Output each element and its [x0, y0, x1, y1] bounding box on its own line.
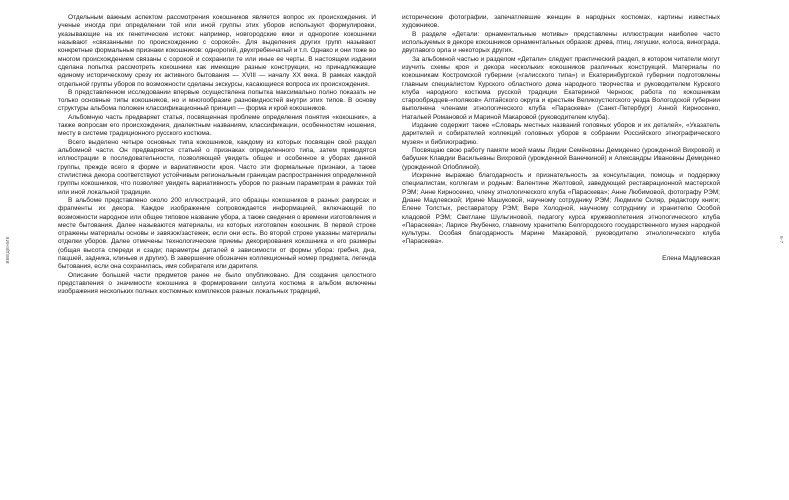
paragraph: Посвящаю свою работу памяти моей мамы Лидии Семёновны Демиденко (урожденной Вихровой) и бабушек Клавдии Васильевны Вихровой (урожденной Ванечкиной) и Александры Ивановны Демиденко (урожденной Огloблиной).: [402, 147, 720, 171]
paragraph: Искренне выражаю благодарность и признательность за консультации, помощь и поддержку специалистам, коллегам и родным: Валентине Желтовой, заведующей реставрационной мастерской РЭМ; Анне Кирносенко, члену этнологического клуба «Параскева»; Анне Любимовой, фотографу РЭМ; Диане Мадлевской; Ирине Машуковой, научному сотруднику РЭМ; Людмиле Скляр, редактору книги; Елене Толстых, реставратору РЭМ; Вере Холодной, научному сотруднику и хранителю Особой кладовой РЭМ; Светлане Шульгиновой, педагогу курса кружевоплетения этнологического клуба «Параскева»; Ларисе Якубенко, главному хранителю Белгородского государственного музея народной культуры. Особая благодарность Марине Макаровой, руководителю этнологического клуба «Параскева».: [402, 171, 720, 246]
paragraph: Отдельным важным аспектом рассмотрения кокошников является вопрос их происхождения. И ученые иногда при определении той или иной группы этих уборов используют формулировки, указывающие на их генетические истоки: например, новгородские кики и однорогие кокошники называют «связанными по происхождению с сорокой». Для выделения других групп называют конкретные формальные признаки кокошников: однорогий, двухгребенчатый и т.п. Однако и они тоже во многом происхождением связаны с сорокой и сохранили те или иные ее черты. В настоящем издании сделана попытка рассмотреть кокошники как имеющие разные конструкции, но принадлежащие единому историческому срезу их активного бытования — XVIII — началу XX века. В рамках каждой отдельной группы уборов по возможности сделаны экскурсы, касающиеся вопроса их происхождения.: [58, 14, 376, 88]
right-text-column: [402, 14, 720, 263]
paragraph: За альбомной частью и разделом «Детали» следует практический раздел, в котором читатели могут изучить схемы кроя и декора нескольких кокошников различных конструкций. Материалы по кокошникам Костромской губернии («галисского типа») и Екатеринбургской губернии подготовлены главным специалистом Курского областного дома народного творчества и руководителем Курского клуба народного костюма русской традиции Екатериной Черноок; работа по кокошникам старообрядцев-«поляков» Алтайского округа и крестьян Великоустюгского уезда Вологодской губернии выполнена членами этнологического клуба «Параскева» (Санкт-Петербург) Анной Кирносенко, Натальей Романовой и Мариной Макаровой (руководителем клуба).: [402, 55, 720, 121]
paragraph: В разделе «Детали: орнаментальные мотивы» представлены иллюстрации наиболее часто используемых в декоре кокошников орнаментальных образов: древа, птиц, лягушки, колоса, винограда, двуглавого орла и некоторых других.: [402, 30, 720, 55]
paragraph: исторические фотографии, запечатлевшие женщин в народных костюмах, картины известных художников.: [402, 14, 720, 30]
page-numbers: 6-7: [779, 236, 784, 244]
author-signature: Елена Мадлевская: [662, 254, 720, 262]
running-head-left: ВВЕДЕНИЕ: [5, 236, 10, 264]
paragraph: Всего выделено четыре основных типа кокошников, каждому из которых посвящен свой раздел альбомной части. Он предваряется статьей о признаках определенного типа, затем приводятся иллюстрации в последовательности, позволяющей увидеть общее и особенное в уборах данной группы, прежде всего в форме и вариативности кроя. Часто эти формальные признаки, а также стилистика декора соответствуют устойчивым региональным границам распространения определенной группы кокошников, что позволяет увидеть вариативность уборов по разным параметрам в рамках той или иной локальной традиции.: [58, 138, 376, 196]
paragraph: Издание содержит также «Словарь местных названий головных уборов и их деталей», «Указатель дарителей и собирателей коллекций головных уборов в собрании Российского этнографического музея» и библиографию.: [402, 122, 720, 146]
left-text-column: [58, 14, 376, 297]
paragraph: В представленном исследовании впервые осуществлена попытка максимально полно показать не только основные типы кокошников, но и многообразие разновидностей внутри этих типов. В основу структуры альбома положен классификационный принцип — форма и крой кокошников.: [58, 88, 376, 113]
paragraph: Альбомную часть предваряет статья, посвященная проблеме определения понятия «кокошник», а также вопросам его происхождения, диалектным названиям, классификации, особенностям ношения, месту в системе традиционного русского костюма.: [58, 113, 376, 138]
paragraph: Описание большей части предметов ранее не было опубликовано. Для создания целостного представления о значимости кокошника в формировании силуэта костюма в альбом включены изображения нескольких полных костюмных комплексов разных локальных традиций,: [58, 271, 376, 296]
paragraph: В альбоме представлено около 200 иллюстраций, это образцы кокошников в разных ракурсах и фрагменты их декора. Каждое изображение сопровождается информацией, включающей по возможности народное или общее типовое название убора, а также сведения о времени изготовления и месте бытования. Далее называются материалы, из которых изготовлен кокошник. В первой строке отражены материалы основы и завязок/застежек, если они есть. Во второй строке указаны материалы отделки уборов. Далее отмечены технологические приемы декорирования кокошника и его размеры (общая высота спереди и сзади; параметры деталей в зависимости от формы убора: гребня, дна, пацшей, задника, клиньев и других). В завершение обозначен коллекционный номер предмета, легенда бытования, если она сохранилась, имя собирателя или дарителя.: [58, 196, 376, 271]
